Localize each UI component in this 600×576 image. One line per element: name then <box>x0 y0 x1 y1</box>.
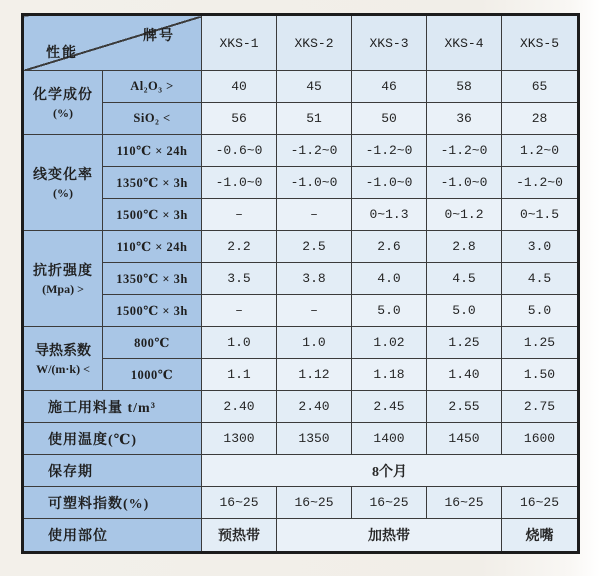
cell-value: 36 <box>427 103 502 135</box>
cell-value: 1.18 <box>352 359 427 391</box>
cell-value: 0~1.5 <box>502 199 579 231</box>
cell-value: 1.1 <box>202 359 277 391</box>
cell-value: 1450 <box>427 423 502 455</box>
cell-value: 1.2~0 <box>502 135 579 167</box>
corner-label-brand: 牌号 <box>143 29 175 44</box>
cell-value: 1.02 <box>352 327 427 359</box>
cell-value: 1.12 <box>277 359 352 391</box>
cell-value: 3.5 <box>202 263 277 295</box>
row-flex110 <box>23 231 579 263</box>
cell-value: -1.2~0 <box>502 167 579 199</box>
cell-value: 56 <box>202 103 277 135</box>
cell-value: 0~1.2 <box>427 199 502 231</box>
cell-value: 4.5 <box>427 263 502 295</box>
cell-value: 1.25 <box>502 327 579 359</box>
cell-value: 0~1.3 <box>352 199 427 231</box>
cell-value: 58 <box>427 71 502 103</box>
group-conduct <box>23 327 103 391</box>
cell-value: 4.0 <box>352 263 427 295</box>
cell-value: 2.55 <box>427 391 502 423</box>
cell-value: 1.40 <box>427 359 502 391</box>
cell-value: 3.0 <box>502 231 579 263</box>
row-lin110 <box>23 135 579 167</box>
cell-value: -0.6~0 <box>202 135 277 167</box>
cell-value: 2.75 <box>502 391 579 423</box>
spec-table <box>21 13 580 554</box>
group-flex <box>23 231 103 327</box>
cell-value: 50 <box>352 103 427 135</box>
row-usage <box>23 519 579 553</box>
group-linear-title: 线变化率 <box>33 168 93 183</box>
cell-value: 65 <box>502 71 579 103</box>
cell-shelf-value: 8个月 <box>202 455 579 487</box>
cell-value: 5.0 <box>352 295 427 327</box>
cell-value: 4.5 <box>502 263 579 295</box>
cell-value: 45 <box>277 71 352 103</box>
cell-value: 2.6 <box>352 231 427 263</box>
group-linear-unit: (%) <box>53 186 73 200</box>
col-header-xks-3: XKS-3 <box>352 15 427 71</box>
cell-value: 1.0 <box>277 327 352 359</box>
cell-value: 16~25 <box>352 487 427 519</box>
row-lin1500 <box>23 199 579 231</box>
col-header-xks-1: XKS-1 <box>202 15 277 71</box>
row-cond800 <box>23 327 579 359</box>
col-header-xks-4: XKS-4 <box>427 15 502 71</box>
cell-value: 16~25 <box>277 487 352 519</box>
cell-value: 1.0 <box>202 327 277 359</box>
cell-value: 1400 <box>352 423 427 455</box>
cell-value: -1.0~0 <box>202 167 277 199</box>
group-chem <box>23 71 103 135</box>
row-label-lin110: 110℃ × 24h <box>103 135 202 167</box>
group-flex-unit: (Mpa) > <box>42 282 84 296</box>
cell-value: 2.5 <box>277 231 352 263</box>
cell-value: 3.8 <box>277 263 352 295</box>
row-label-al2o3: Al₂O₃ > <box>103 71 202 103</box>
spec-sheet <box>21 13 580 554</box>
cell-value: 5.0 <box>427 295 502 327</box>
cell-value: -1.2~0 <box>352 135 427 167</box>
row-flex1350 <box>23 263 579 295</box>
group-linear <box>23 135 103 231</box>
group-conduct-unit: W/(m·k) < <box>36 362 90 376</box>
cell-value: – <box>202 199 277 231</box>
row-flex1500 <box>23 295 579 327</box>
cell-zone-preheat: 预热带 <box>202 519 277 553</box>
group-conduct-title: 导热系数 <box>35 344 91 359</box>
cell-value: 2.8 <box>427 231 502 263</box>
cell-value: – <box>202 295 277 327</box>
cell-value: 5.0 <box>502 295 579 327</box>
cell-value: 2.40 <box>202 391 277 423</box>
row-label-temp: 使用温度(℃) <box>23 423 202 455</box>
diagonal-corner-cell <box>23 15 202 71</box>
row-label-material: 施工用料量 t/m³ <box>23 391 202 423</box>
cell-value: 16~25 <box>502 487 579 519</box>
row-shelf <box>23 455 579 487</box>
cell-value: 1.50 <box>502 359 579 391</box>
row-plastic <box>23 487 579 519</box>
row-al2o3 <box>23 71 579 103</box>
row-label-lin1500: 1500℃ × 3h <box>103 199 202 231</box>
group-chem-title: 化学成份 <box>33 88 93 103</box>
cell-value: 1600 <box>502 423 579 455</box>
row-material <box>23 391 579 423</box>
row-label-lin1350: 1350℃ × 3h <box>103 167 202 199</box>
cell-value: – <box>277 199 352 231</box>
cell-zone-burner: 烧嘴 <box>502 519 579 553</box>
row-lin1350 <box>23 167 579 199</box>
row-label-usage: 使用部位 <box>23 519 202 553</box>
cell-value: 1350 <box>277 423 352 455</box>
cell-value: 2.2 <box>202 231 277 263</box>
group-flex-title: 抗折强度 <box>33 264 93 279</box>
cell-value: -1.2~0 <box>277 135 352 167</box>
row-label-cond800: 800℃ <box>103 327 202 359</box>
row-label-flex110: 110℃ × 24h <box>103 231 202 263</box>
cell-value: – <box>277 295 352 327</box>
row-label-flex1350: 1350℃ × 3h <box>103 263 202 295</box>
cell-value: -1.0~0 <box>427 167 502 199</box>
cell-value: 1300 <box>202 423 277 455</box>
header-row <box>23 15 579 71</box>
cell-value: 51 <box>277 103 352 135</box>
cell-value: -1.0~0 <box>352 167 427 199</box>
cell-value: 16~25 <box>202 487 277 519</box>
cell-zone-heating: 加热带 <box>277 519 502 553</box>
row-cond1000 <box>23 359 579 391</box>
cell-value: -1.0~0 <box>277 167 352 199</box>
corner-label-property: 性能 <box>46 46 78 61</box>
cell-value: 1.25 <box>427 327 502 359</box>
cell-value: 16~25 <box>427 487 502 519</box>
row-temp <box>23 423 579 455</box>
group-chem-unit: (%) <box>53 106 73 120</box>
row-label-sio2: SiO₂ < <box>103 103 202 135</box>
row-label-flex1500: 1500℃ × 3h <box>103 295 202 327</box>
col-header-xks-2: XKS-2 <box>277 15 352 71</box>
cell-value: 2.45 <box>352 391 427 423</box>
cell-value: 40 <box>202 71 277 103</box>
row-label-cond1000: 1000℃ <box>103 359 202 391</box>
cell-value: 46 <box>352 71 427 103</box>
row-label-shelf: 保存期 <box>23 455 202 487</box>
col-header-xks-5: XKS-5 <box>502 15 579 71</box>
cell-value: -1.2~0 <box>427 135 502 167</box>
row-sio2 <box>23 103 579 135</box>
cell-value: 2.40 <box>277 391 352 423</box>
cell-value: 28 <box>502 103 579 135</box>
row-label-plastic: 可塑料指数(%) <box>23 487 202 519</box>
